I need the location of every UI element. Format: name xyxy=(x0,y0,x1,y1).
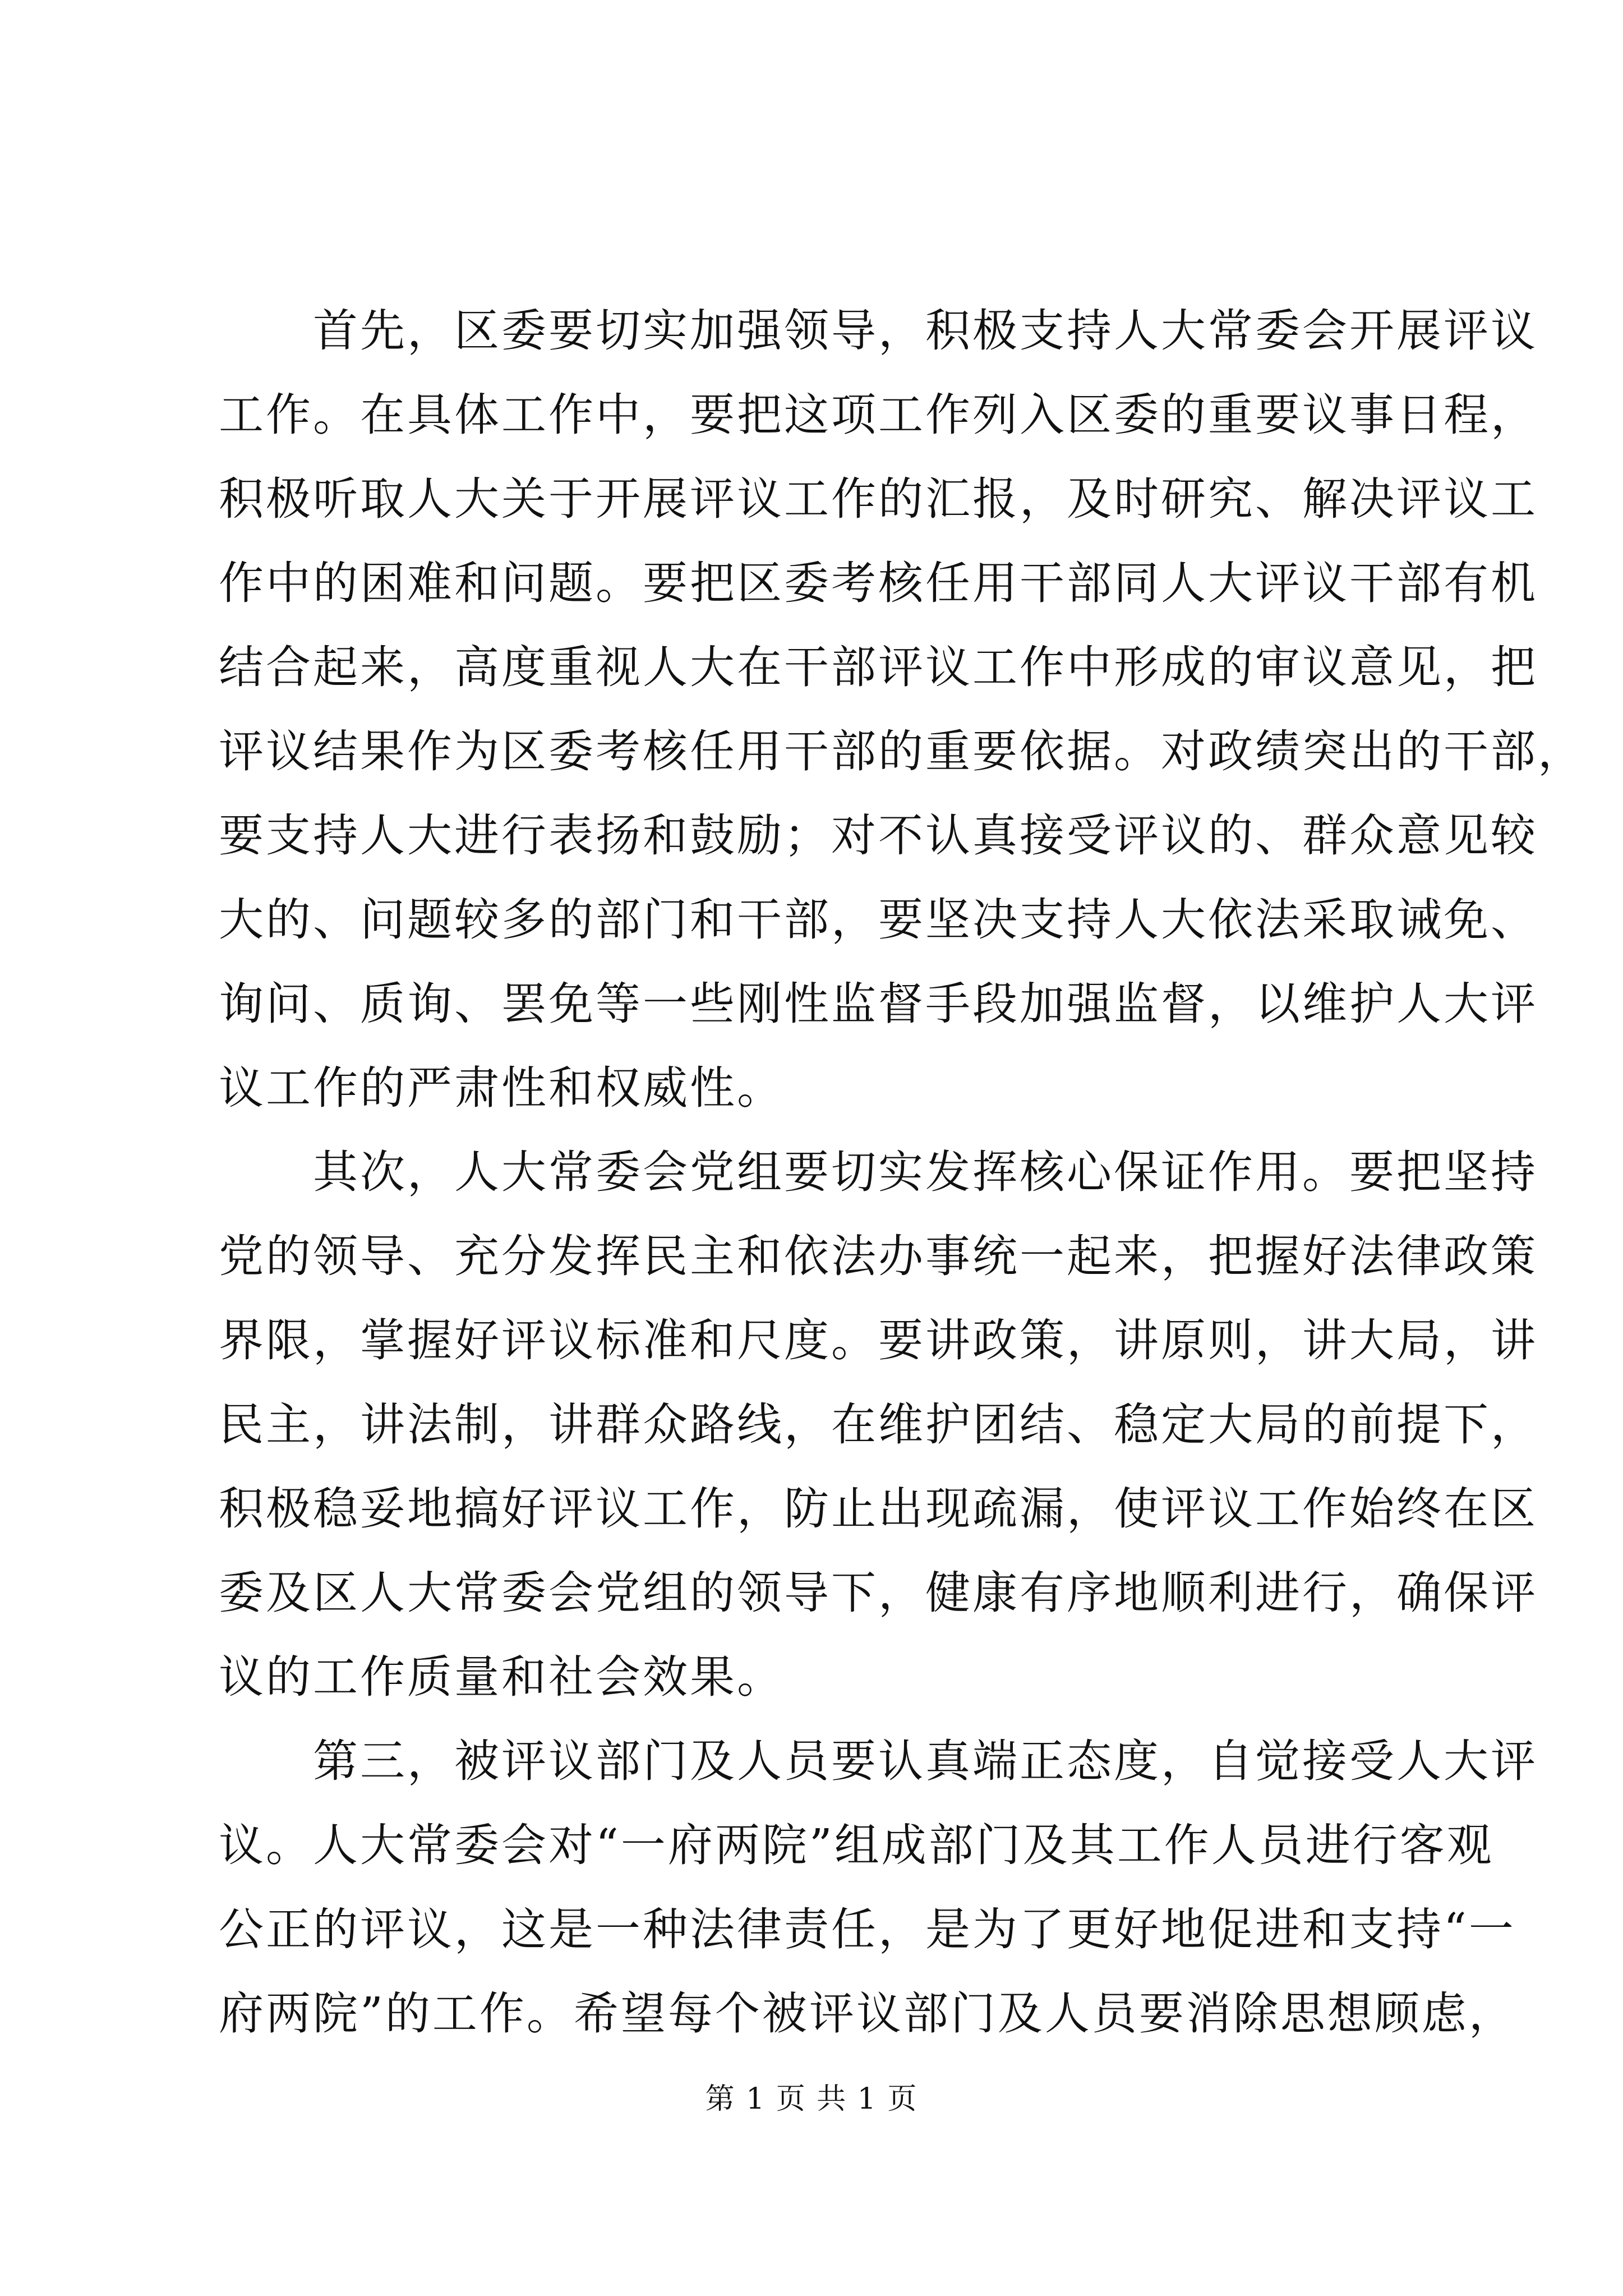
text-line: 要支持人大进行表扬和鼓励；对不认真接受评议的、群众意见较 xyxy=(219,809,1538,862)
text-line: 询问、质询、罢免等一些刚性监督手段加强监督，以维护人大评 xyxy=(219,978,1538,1030)
text-line: 第三，被评议部门及人员要认真端正态度，自觉接受人大评 xyxy=(219,1735,1538,1787)
text-line: 积极听取人大关于开展评议工作的汇报，及时研究、解决评议工 xyxy=(219,473,1538,525)
text-line: 议。人大常委会对“一府两院”组成部门及其工作人员进行客观 xyxy=(219,1819,1494,1871)
text-line: 评议结果作为区委考核任用干部的重要依据。对政绩突出的干部， xyxy=(219,725,1585,777)
text-line: 议工作的严肃性和权威性。 xyxy=(219,1062,784,1114)
text-line: 工作。在具体工作中，要把这项工作列入区委的重要议事日程， xyxy=(219,389,1538,441)
text-line: 议的工作质量和社会效果。 xyxy=(219,1651,784,1703)
page-number-footer: 第 1 页 共 1 页 xyxy=(705,2082,918,2116)
text-line: 党的领导、充分发挥民主和依法办事统一起来，把握好法律政策 xyxy=(219,1230,1538,1282)
text-line: 委及区人大常委会党组的领导下，健康有序地顺利进行，确保评 xyxy=(219,1567,1538,1619)
text-line: 作中的困难和问题。要把区委考核任用干部同人大评议干部有机 xyxy=(219,557,1538,609)
text-line: 积极稳妥地搞好评议工作，防止出现疏漏，使评议工作始终在区 xyxy=(219,1483,1538,1535)
text-line: 结合起来，高度重视人大在干部评议工作中形成的审议意见，把 xyxy=(219,641,1538,693)
text-line: 大的、问题较多的部门和干部，要坚决支持人大依法采取诫免、 xyxy=(219,894,1538,946)
text-line: 其次，人大常委会党组要切实发挥核心保证作用。要把坚持 xyxy=(219,1146,1538,1198)
text-line: 首先，区委要切实加强领导，积极支持人大常委会开展评议 xyxy=(219,305,1538,357)
text-line: 府两院”的工作。希望每个被评议部门及人员要消除思想顾虑， xyxy=(219,1987,1516,2040)
text-line: 公正的评议，这是一种法律责任，是为了更好地促进和支持“一 xyxy=(219,1903,1516,1955)
text-line: 民主，讲法制，讲群众路线，在维护团结、稳定大局的前提下， xyxy=(219,1398,1538,1451)
text-line: 界限，掌握好评议标准和尺度。要讲政策，讲原则，讲大局，讲 xyxy=(219,1314,1538,1366)
